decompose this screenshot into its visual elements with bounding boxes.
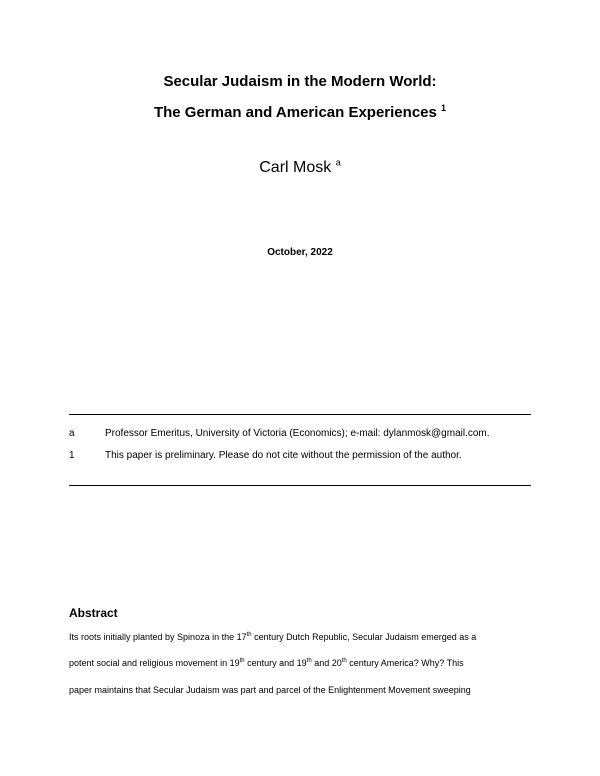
- footnote-rule-bottom: [69, 485, 531, 486]
- title-footnote-mark: 1: [441, 103, 447, 113]
- text-run: potent social and religious movement in 19: [69, 658, 240, 668]
- footnote-text: This paper is preliminary. Please do not cite without the permission of the author.: [105, 450, 462, 461]
- superscript: th: [239, 658, 245, 664]
- title-text: The German and American Experiences: [153, 104, 437, 121]
- superscript: th: [246, 632, 252, 638]
- abstract-line-1: [69, 632, 531, 642]
- footnote-mark: a: [69, 428, 75, 439]
- footnote-mark: 1: [69, 450, 75, 461]
- footnote-text: Professor Emeritus, University of Victoria (Economics); e-mail: dylanmosk@gmail.com.: [105, 428, 490, 439]
- text-run: Its roots initially planted by Spinoza in the 17: [69, 632, 247, 642]
- text-run: century and 19: [244, 658, 307, 668]
- abstract-line-2: [69, 658, 531, 668]
- paper-date: October, 2022: [267, 247, 333, 258]
- paper-title-line-1: Secular Judaism in the Modern World:: [163, 73, 437, 90]
- paper-title-line-2: [0, 104, 600, 121]
- text-run: and 20: [311, 658, 342, 668]
- author-footnote-mark: a: [335, 157, 341, 168]
- abstract-line-3: paper maintains that Secular Judaism was part and parcel of the Enlightenment Movement sweeping: [69, 685, 471, 695]
- text-run: century America? Why? This: [346, 658, 464, 668]
- superscript: th: [306, 658, 312, 664]
- superscript: th: [341, 658, 347, 664]
- footnote-rule-top: [69, 414, 531, 415]
- author-name: Carl Mosk: [259, 159, 332, 176]
- author-line: [0, 159, 600, 177]
- text-run: century Dutch Republic, Secular Judaism emerged as a: [251, 632, 477, 642]
- abstract-heading: Abstract: [69, 606, 118, 620]
